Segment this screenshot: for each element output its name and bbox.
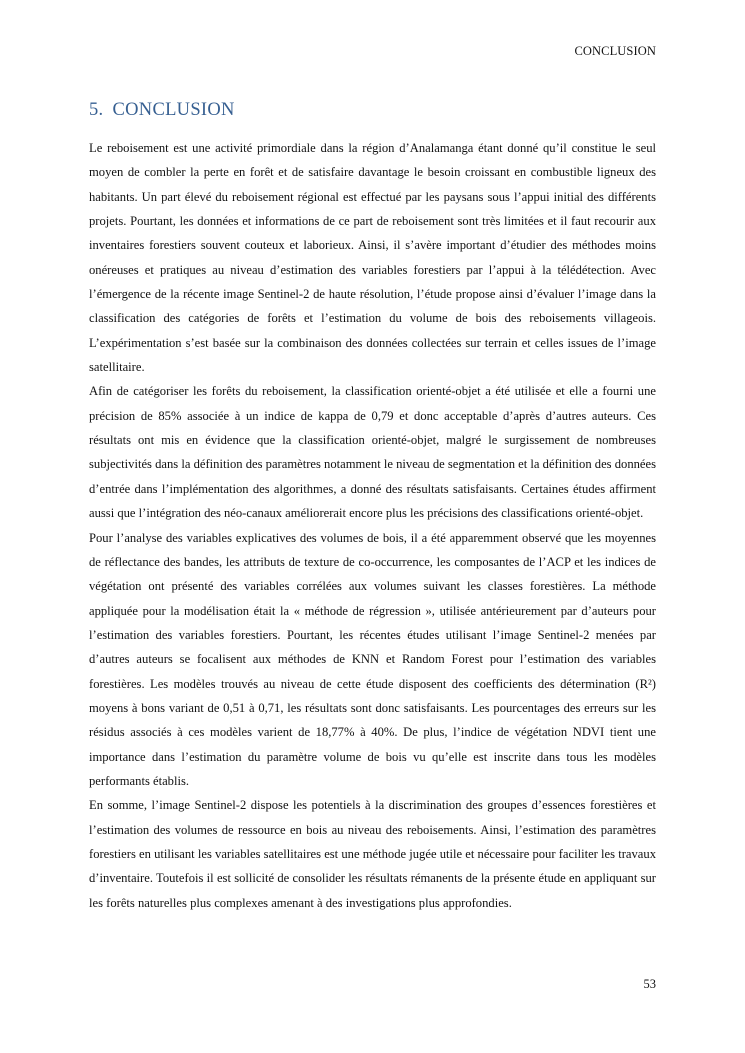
paragraph-intro: Le reboisement est une activité primordiale dans la région d’Analamanga étant donné qu’il constitue le seul moyen de combler la perte en forêt et de satisfaire davantage le besoin croissant en combustible ligneux des habitants. Un part élevé du reboisement régional est effectué par les paysans sous l’appui initial des différents projets. Pourtant, les données et informations de ce part de reboisement sont très limitées et il faut recourir aux inventaires forestiers souvent couteux et laborieux. Ainsi, il s’avère important d’étudier des méthodes moins onéreuses et pratiques au niveau d’estimation des variables forestiers par l’appui à la télédétection. Avec l’émergence de la récente image Sentinel-2 de haute résolution, l’étude propose ainsi d’évaluer l’image dans la classification des catégories de forêts et l’estimation du volume de bois des reboisements villageois. L’expérimentation s’est basée sur la combinaison des données collectées sur terrain et celles issues de l’image satellitaire. [89, 141, 656, 375]
section-heading [89, 100, 235, 121]
section-number: 5. [89, 100, 104, 120]
paragraph-variables-analysis: Pour l’analyse des variables explicatives des volumes de bois, il a été apparemment observé que les moyennes de réflectance des bandes, les attributs de texture de co-occurrence, les composantes de l’ACP et les indices de végétation ont présenté des variables corrélées aux volumes suivant les classes forestières. La méthode appliquée pour la modélisation était la « méthode de régression », utilisée antérieurement par d’auteurs pour l’estimation des variables forestiers. Pourtant, les récentes études utilisant l’image Sentinel-2 menées par d’autres auteurs se focalisent aux méthodes de KNN et Random Forest pour l’estimation des variables forestières. Les modèles trouvés au niveau de cette étude disposent des coefficients des détermination (R²) moyens à bons variant de 0,51 à 0,71, les résultats sont donc satisfaisants. Les pourcentages des erreurs sur les résidus associés à ces modèles varient de 18,77% à 40%. De plus, l’indice de végétation NDVI tient une importance dans l’estimation du paramètre volume de bois vu qu’elle est inscrite dans tous les modèles performants établis. [89, 530, 656, 788]
paragraph-summary: En somme, l’image Sentinel-2 dispose les potentiels à la discrimination des groupes d’essences forestières et l’estimation des volumes de ressource en bois au niveau des reboisements. Ainsi, l’estimation des paramètres forestiers en utilisant les variables satellitaires est une méthode jugée utile et nécessaire pour faciliter les travaux d’inventaire. Toutefois il est sollicité de consolider les résultats rémanents de la présente étude en appliquant sur les forêts naturelles plus complexes amenant à des investigations plus approfondies. [89, 798, 656, 910]
page-number: 53 [643, 977, 656, 991]
running-header: CONCLUSION [574, 44, 656, 58]
paragraph-classification: Afin de catégoriser les forêts du reboisement, la classification orienté-objet a été utilisée et elle a fourni une précision de 85% associée à un indice de kappa de 0,79 et donc acceptable d’après d’autres auteurs. Ces résultats ont mis en évidence que la classification orienté-objet, malgré le surgissement de nombreuses subjectivités dans la définition des paramètres notamment le niveau de segmentation et la définition des données d’entrée dans l’implémentation des algorithmes, a donné des résultats satisfaisants. Certaines études affirment aussi que l’intégration des néo-canaux améliorerait encore plus les précisions des classifications orienté-objet. [89, 384, 656, 521]
section-title: CONCLUSION [112, 100, 235, 120]
body-text [89, 136, 656, 915]
